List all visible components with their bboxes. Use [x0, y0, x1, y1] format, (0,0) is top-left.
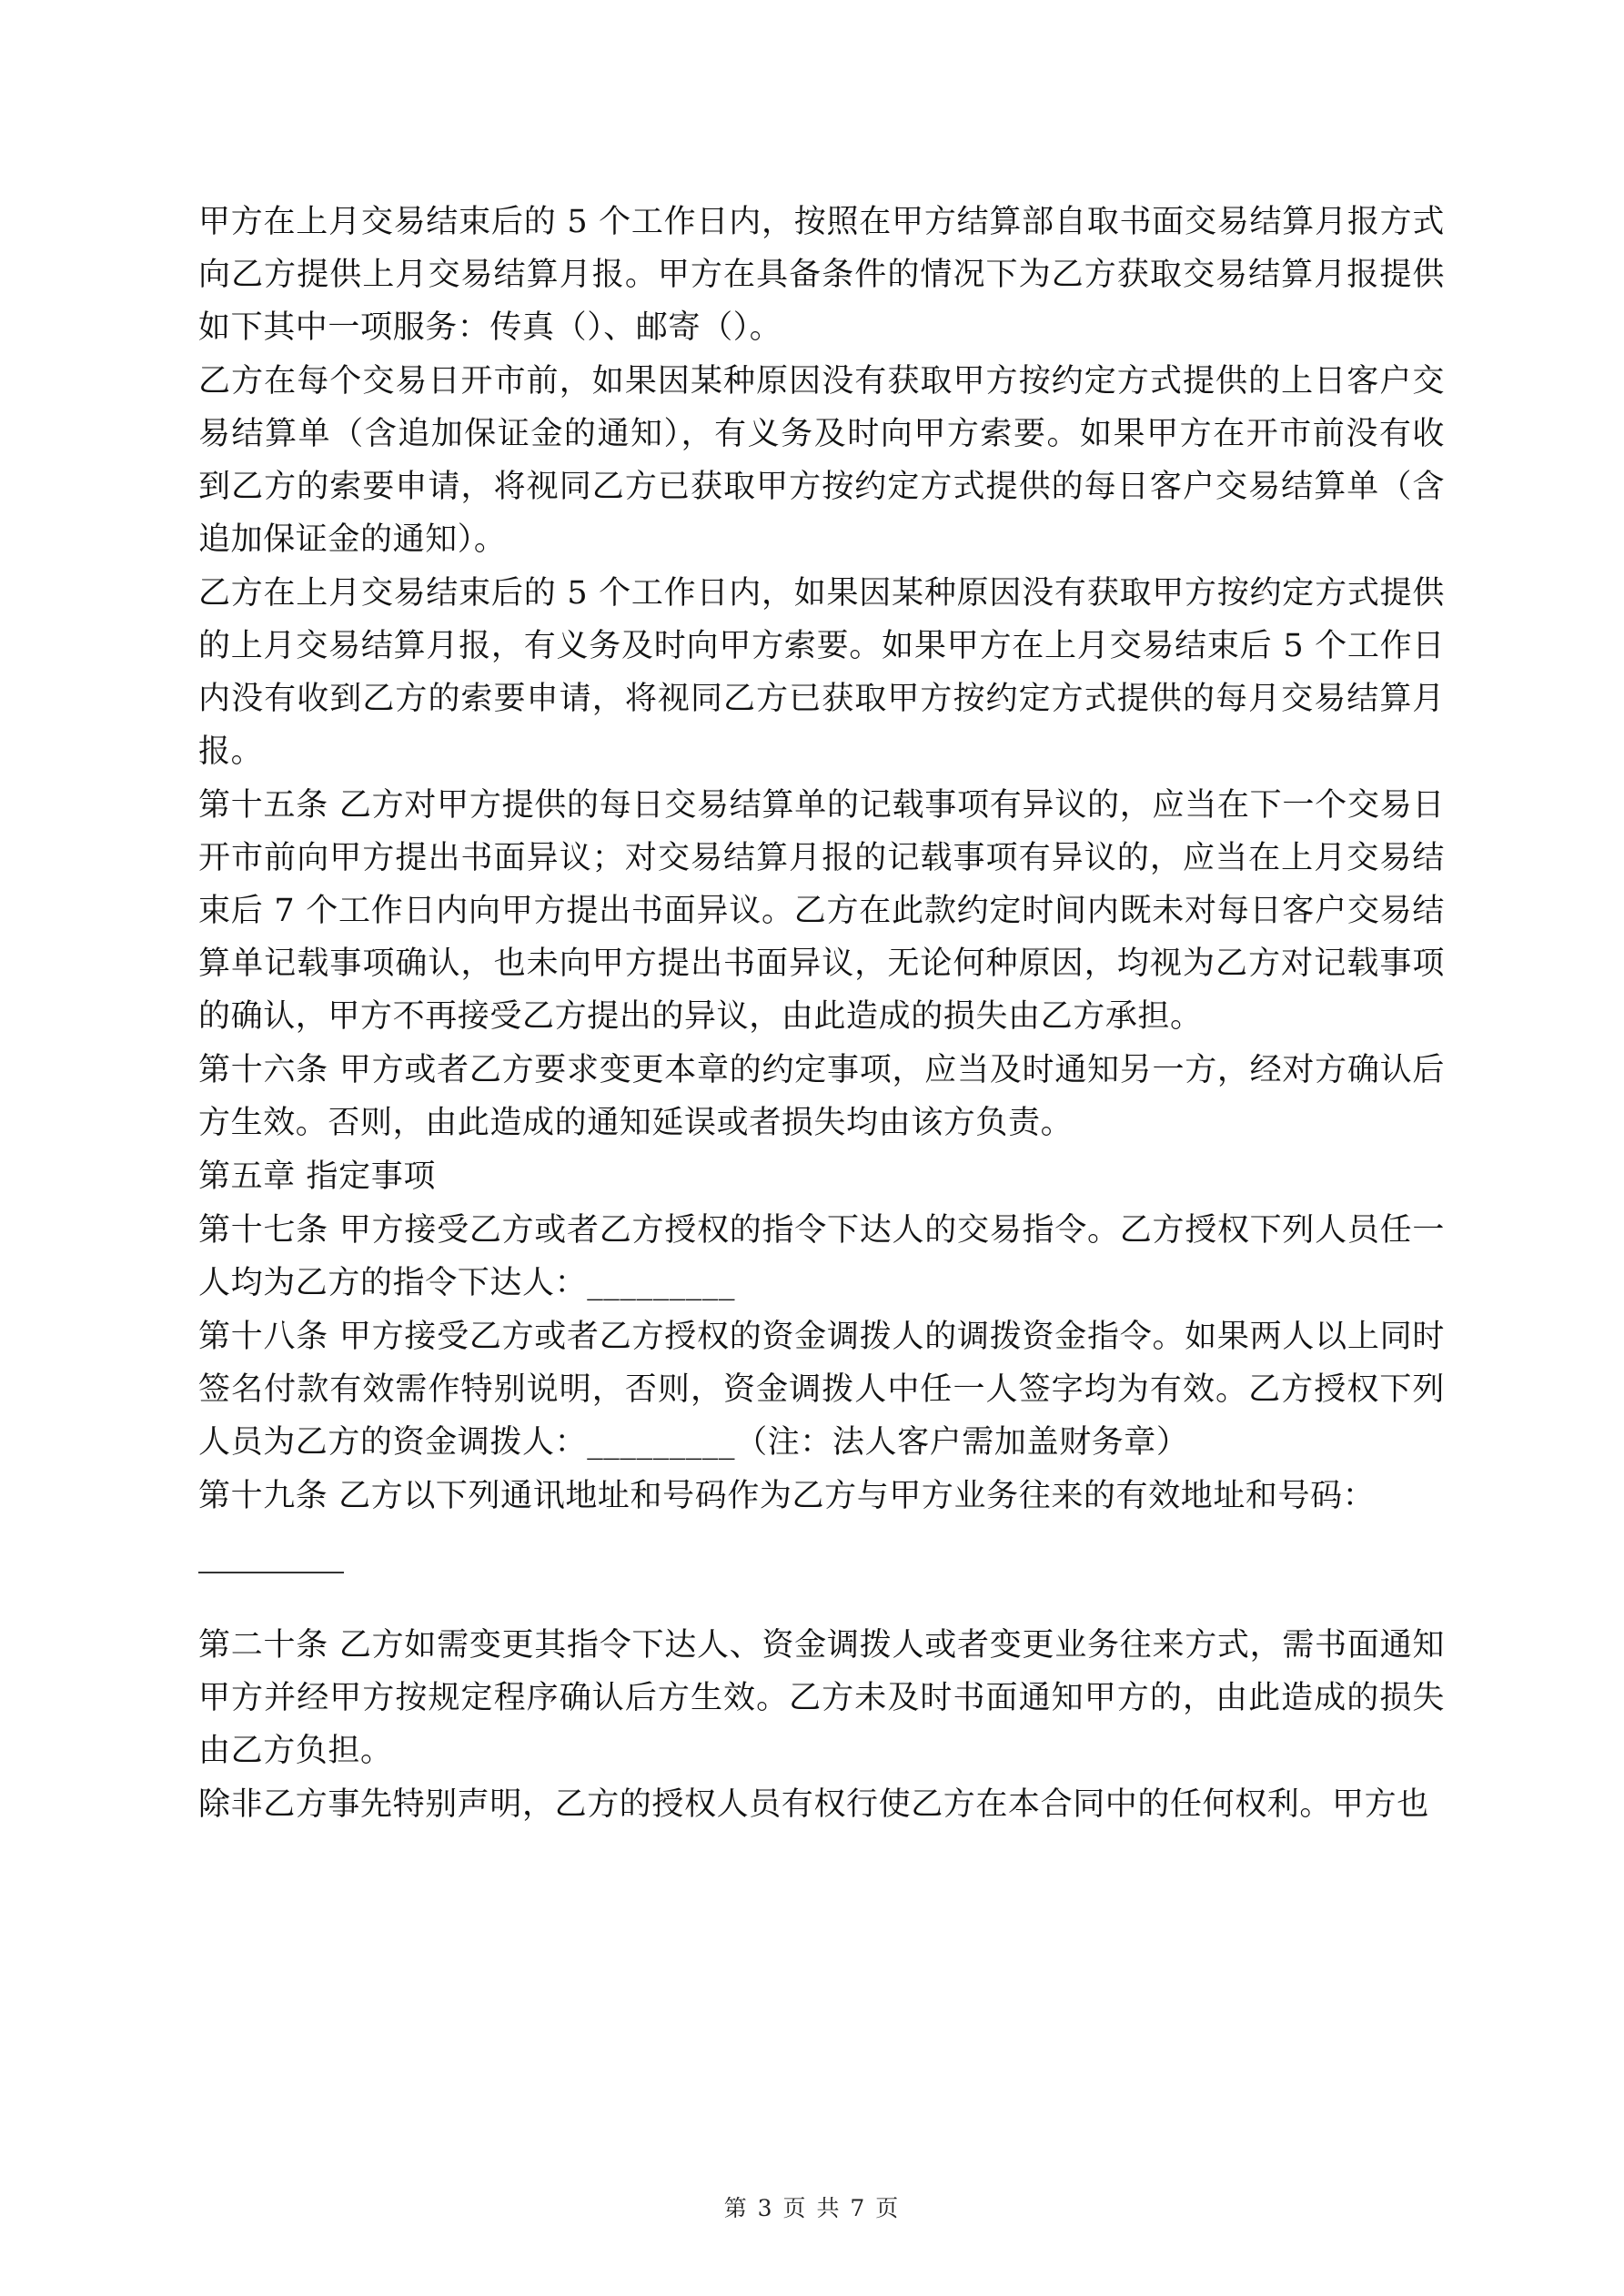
paragraph-authorized-persons: 除非乙方事先特别声明，乙方的授权人员有权行使乙方在本合同中的任何权利。甲方也	[198, 1786, 1429, 1823]
paragraph-article-18: 第十八条 甲方接受乙方或者乙方授权的资金调拨人的调拨资金指令。如果两人以上同时签名付款有效需作特别说明，否则，资金调拨人中任一人签字均为有效。乙方授权下列人员为乙方的资金调拨人：_________（注：法人客户需加盖财务章）	[198, 1319, 1445, 1461]
paragraph-article-20: 第二十条 乙方如需变更其指令下达人、资金调拨人或者变更业务往来方式，需书面通知甲方并经甲方按规定程序确认后方生效。乙方未及时书面通知甲方的，由此造成的损失由乙方负担。	[198, 1627, 1445, 1769]
paragraph-article-16: 第十六条 甲方或者乙方要求变更本章的约定事项，应当及时通知另一方，经对方确认后方生效。否则，由此造成的通知延误或者损失均由该方负责。	[198, 1052, 1445, 1141]
chapter-5-heading: 第五章 指定事项	[198, 1158, 436, 1195]
paragraph-monthly-report-request: 乙方在上月交易结束后的 5 个工作日内，如果因某种原因没有获取甲方按约定方式提供的上月交易结算月报，有义务及时向甲方索要。如果甲方在上月交易结束后 5 个工作日内没有收到乙方的索要申请，将视同乙方已获取甲方按约定方式提供的每月交易结算月报。	[198, 575, 1445, 770]
paragraph-article-19: 第十九条 乙方以下列通讯地址和号码作为乙方与甲方业务往来的有效地址和号码：	[198, 1478, 1376, 1514]
page-number-footer: 第 3 页 共 7 页	[723, 2195, 901, 2221]
paragraph-article-17: 第十七条 甲方接受乙方或者乙方授权的指令下达人的交易指令。乙方授权下列人员任一人均为乙方的指令下达人：_________	[198, 1212, 1445, 1301]
contract-body	[198, 196, 1445, 1832]
address-blank-line	[198, 1521, 344, 1573]
paragraph-article-15: 第十五条 乙方对甲方提供的每日交易结算单的记载事项有异议的，应当在下一个交易日开市前向甲方提出书面异议；对交易结算月报的记载事项有异议的，应当在上月交易结束后 7 个工作日内向甲方提出书面异议。乙方在此款约定时间内既未对每日客户交易结算单记载事项确认，也未向甲方提出书面异议，无论何种原因，均视为乙方对记载事项的确认，甲方不再接受乙方提出的异议，由此造成的损失由乙方承担。	[198, 787, 1445, 1035]
paragraph-daily-statement-request: 乙方在每个交易日开市前，如果因某种原因没有获取甲方按约定方式提供的上日客户交易结算单（含追加保证金的通知），有义务及时向甲方索要。如果甲方在开市前没有收到乙方的索要申请，将视同乙方已获取甲方按约定方式提供的每日客户交易结算单（含追加保证金的通知）。	[198, 363, 1445, 558]
paragraph-monthly-report-delivery: 甲方在上月交易结束后的 5 个工作日内，按照在甲方结算部自取书面交易结算月报方式向乙方提供上月交易结算月报。甲方在具备条件的情况下为乙方获取交易结算月报提供如下其中一项服务：传真（）、邮寄（）。	[198, 204, 1445, 346]
